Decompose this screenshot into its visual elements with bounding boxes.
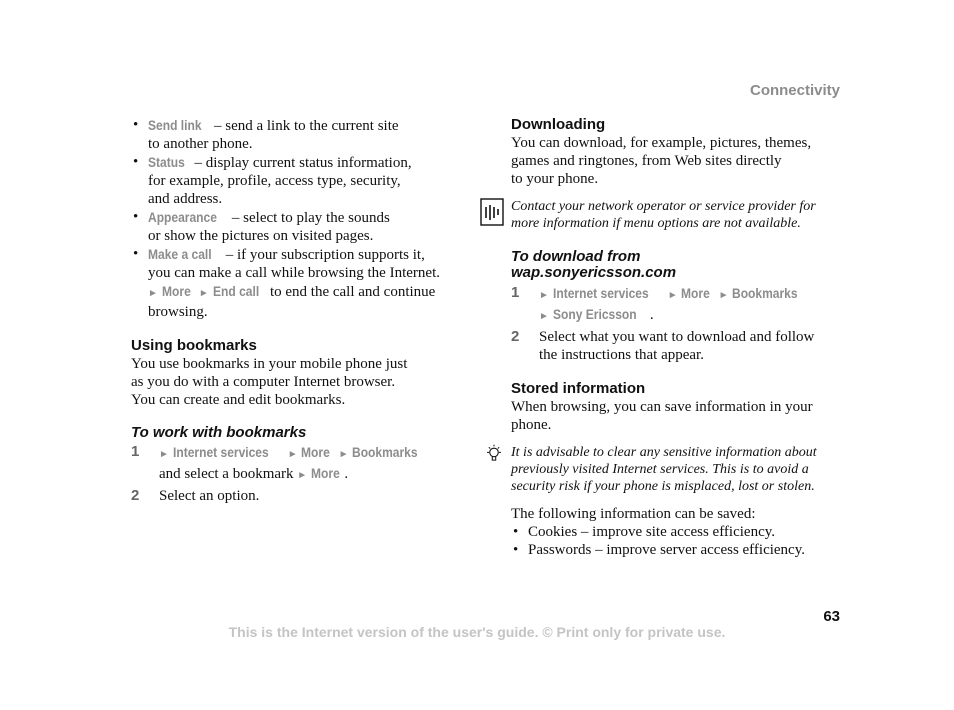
- body-paragraph: You can download, for example, pictures, themes, games and ringtones, from Web sites directly to your phone.: [511, 135, 812, 187]
- item-text: browsing.: [148, 304, 208, 320]
- arrow-icon: ►: [539, 311, 549, 322]
- item-text: to end the call and continue: [266, 284, 436, 300]
- ui-term: More: [161, 283, 191, 299]
- step-item: [131, 487, 466, 505]
- arrow-icon: ►: [718, 290, 729, 301]
- arrow-icon: ►: [297, 470, 308, 481]
- note-text: It is advisable to clear any sensitive information about: [511, 445, 817, 460]
- ui-term: Internet services: [172, 444, 269, 460]
- item-text: – if your subscription supports it,: [221, 247, 425, 263]
- step-text: the instructions that appear.: [539, 347, 704, 363]
- list-item: [131, 153, 466, 208]
- item-text: to another phone.: [148, 136, 253, 152]
- section-heading: Using bookmarks: [131, 337, 257, 354]
- note-text: more information if menu options are not available.: [511, 216, 801, 231]
- list-item: [131, 208, 466, 245]
- note-box: [511, 198, 841, 232]
- step-item: 1 ► Internet services ► More ► Bookmarks ► Sony Ericsson .: [511, 284, 798, 323]
- section-heading: Downloading: [511, 116, 606, 133]
- arrow-icon: ►: [539, 290, 549, 301]
- saved-info-list: [511, 523, 841, 559]
- section-heading: Stored information: [511, 380, 646, 397]
- arrow-icon: ►: [667, 290, 678, 301]
- ui-term: Appearance: [148, 209, 217, 225]
- step-number: 2: [131, 487, 140, 504]
- item-text: and address.: [148, 191, 223, 207]
- task-heading: To download from wap.sonyericsson.com: [511, 248, 677, 281]
- body-paragraph: The following information can be saved:: [511, 506, 756, 522]
- note-text: security risk if your phone is misplaced, lost or stolen.: [511, 479, 815, 494]
- menu-option-list: [131, 116, 466, 321]
- step-text: Select an option.: [159, 488, 260, 504]
- step-item: 1 ► Internet services ► More ► Bookmarks and select a bookmark ► More .: [131, 443, 418, 482]
- ui-term: Bookmarks: [732, 285, 798, 301]
- step-item: [511, 328, 841, 364]
- arrow-icon: ►: [198, 288, 209, 299]
- note-text: previously visited Internet services. This is to avoid a: [511, 462, 809, 477]
- step-text: Select what you want to download and follow: [539, 329, 815, 345]
- arrow-icon: ►: [159, 449, 169, 460]
- note-icon: [480, 198, 504, 226]
- ui-term: Internet services: [552, 285, 649, 301]
- item-text: – send a link to the current site: [210, 118, 399, 134]
- page-number: 63: [823, 608, 840, 625]
- ui-term: Bookmarks: [352, 444, 418, 460]
- ui-term: Make a call: [148, 246, 212, 262]
- ui-term: Status: [148, 154, 185, 170]
- left-column: [131, 116, 466, 505]
- list-item: • Passwords – improve server access efficiency.: [511, 541, 841, 559]
- ui-term: More: [301, 444, 331, 460]
- ui-term: End call: [212, 283, 259, 299]
- step-number: 2: [511, 328, 520, 345]
- body-paragraph: You use bookmarks in your mobile phone just as you do with a computer Internet browser. You can create and edit bookmarks.: [131, 356, 408, 408]
- ui-term: More: [681, 285, 711, 301]
- list-item: [131, 116, 466, 153]
- lightbulb-icon: [483, 443, 505, 467]
- body-paragraph: When browsing, you can save information in your phone.: [511, 399, 813, 433]
- arrow-icon: ►: [148, 288, 158, 299]
- tip-box: [511, 444, 841, 495]
- ui-term: More: [310, 465, 340, 481]
- item-text: or show the pictures on visited pages.: [148, 228, 374, 244]
- step-text: and select a bookmark: [159, 466, 298, 482]
- note-text: Contact your network operator or service provider for: [511, 199, 816, 214]
- list-item: • Cookies – improve site access efficiency.: [511, 523, 841, 541]
- footer-notice: This is the Internet version of the user's guide. © Print only for private use.: [228, 624, 726, 640]
- arrow-icon: ►: [287, 449, 298, 460]
- item-text: – display current status information,: [190, 155, 412, 171]
- task-heading: To work with bookmarks: [131, 424, 307, 441]
- list-item: [131, 245, 466, 321]
- arrow-icon: ►: [338, 449, 349, 460]
- item-text: you can make a call while browsing the Internet.: [148, 265, 440, 281]
- step-number: 1: [511, 284, 520, 301]
- ui-term: Sony Ericsson: [552, 306, 637, 322]
- item-text: for example, profile, access type, security,: [148, 173, 401, 189]
- section-title: Connectivity: [749, 82, 840, 99]
- ui-term: Send link: [148, 117, 202, 133]
- item-text: – select to play the sounds: [228, 210, 390, 226]
- right-column: [511, 116, 841, 559]
- step-number: 1: [131, 443, 140, 460]
